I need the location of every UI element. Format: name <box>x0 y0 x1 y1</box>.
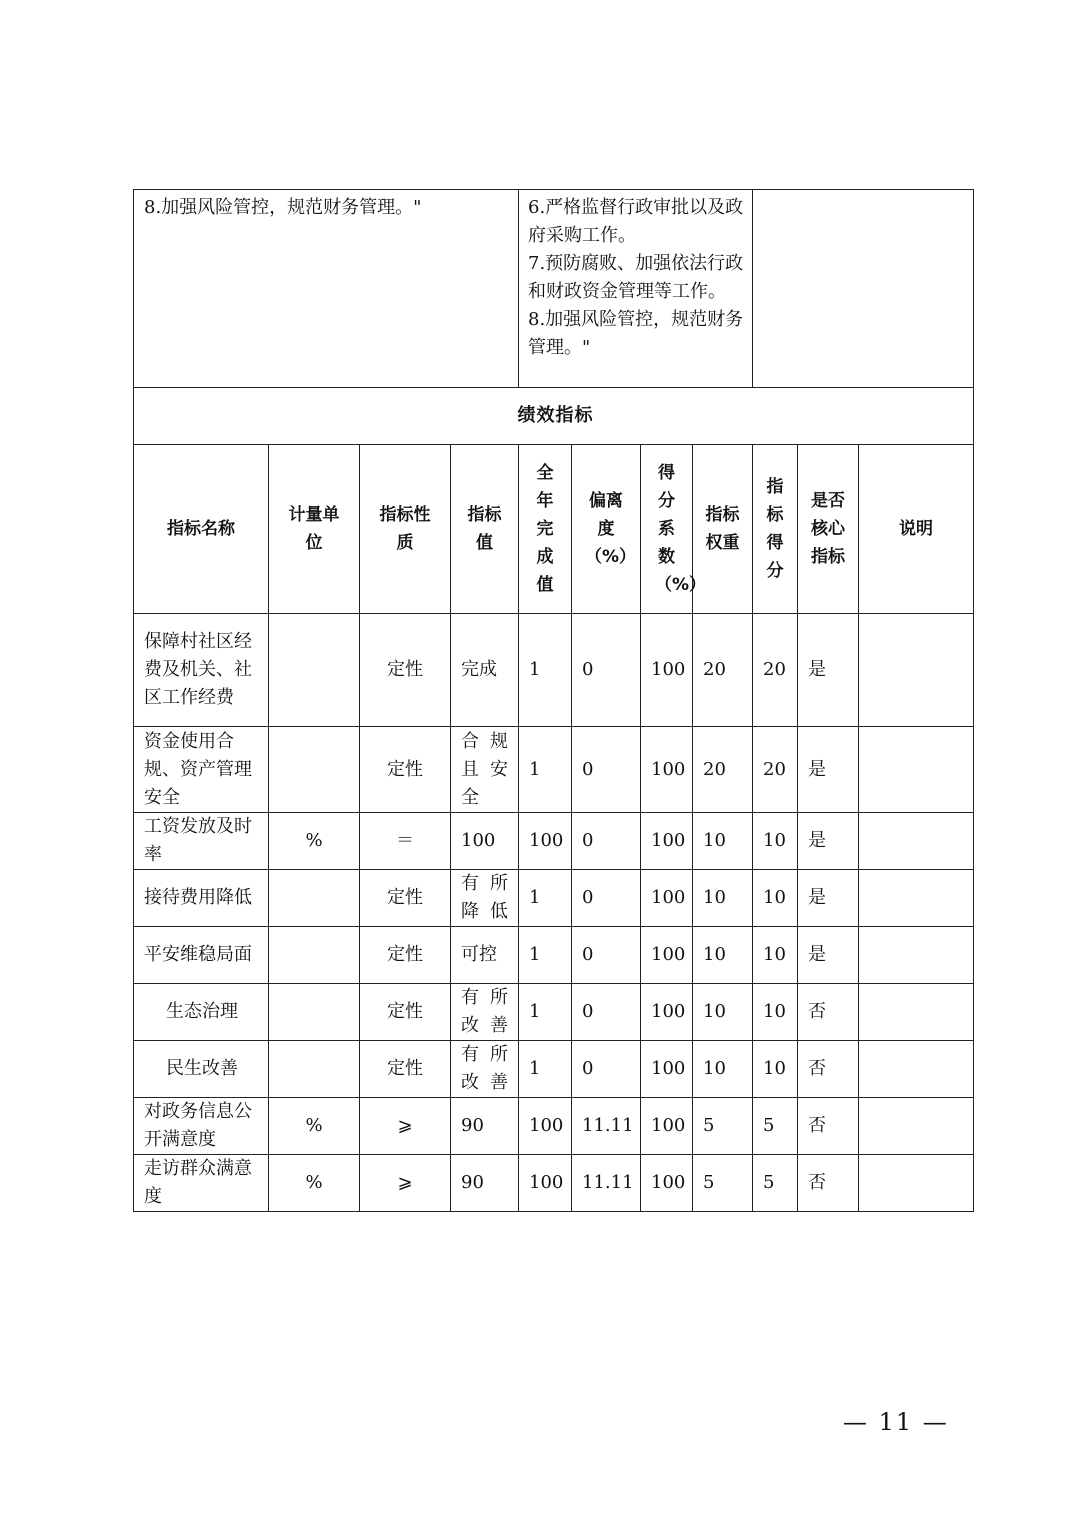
row-score: 10 <box>753 813 798 870</box>
row-deviation: 11.11 <box>572 1098 641 1155</box>
row-name: 工资发放及时率 <box>134 813 269 870</box>
row-weight: 20 <box>693 727 753 813</box>
row-score: 5 <box>753 1098 798 1155</box>
table-row <box>134 870 974 927</box>
row-weight: 20 <box>693 614 753 727</box>
middle-line-2: 7.预防腐败、加强依法行政和财政资金管理等工作。 <box>528 253 744 302</box>
row-name: 接待费用降低 <box>134 870 269 927</box>
row-core: 是 <box>798 927 859 984</box>
row-core: 是 <box>798 727 859 813</box>
row-score: 20 <box>753 727 798 813</box>
row-note <box>859 984 974 1041</box>
row-coefficient: 100 <box>641 614 693 727</box>
row-weight: 10 <box>693 984 753 1041</box>
header-value: 指标值 <box>451 445 519 614</box>
row-coefficient: 100 <box>641 927 693 984</box>
row-score: 10 <box>753 1041 798 1098</box>
header-note: 说明 <box>859 445 974 614</box>
row-weight: 10 <box>693 870 753 927</box>
row-value: 90 <box>451 1098 519 1155</box>
row-note <box>859 614 974 727</box>
row-value: 90 <box>451 1155 519 1212</box>
header-core: 是否核心指标 <box>798 445 859 614</box>
row-name: 保障村社区经费及机关、社区工作经费 <box>134 614 269 727</box>
row-unit <box>269 727 360 813</box>
row-annual: 1 <box>519 870 572 927</box>
row-name: 民生改善 <box>134 1041 269 1098</box>
header-score: 指标得分 <box>753 445 798 614</box>
row-name: 生态治理 <box>134 984 269 1041</box>
performance-title-row <box>134 388 974 445</box>
row-value: 合规且安全 <box>451 727 519 813</box>
row-unit <box>269 614 360 727</box>
header-annual: 全年完成值 <box>519 445 572 614</box>
row-unit <box>269 927 360 984</box>
table-row <box>134 813 974 870</box>
row-deviation: 0 <box>572 727 641 813</box>
row-annual: 1 <box>519 1041 572 1098</box>
header-name: 指标名称 <box>134 445 269 614</box>
middle-line-3: 8.加强风险管控，规范财务管理。" <box>528 309 744 358</box>
row-coefficient: 100 <box>641 984 693 1041</box>
row-value: 有所改善 <box>451 984 519 1041</box>
row-note <box>859 1098 974 1155</box>
row-deviation: 0 <box>572 984 641 1041</box>
top-middle-cell <box>519 190 753 388</box>
row-weight: 5 <box>693 1155 753 1212</box>
row-note <box>859 727 974 813</box>
row-annual: 100 <box>519 813 572 870</box>
row-note <box>859 927 974 984</box>
row-unit: % <box>269 1098 360 1155</box>
row-core: 是 <box>798 870 859 927</box>
top-section-table <box>133 189 974 388</box>
row-weight: 10 <box>693 813 753 870</box>
header-nature: 指标性质 <box>360 445 451 614</box>
table-row <box>134 927 974 984</box>
row-score: 20 <box>753 614 798 727</box>
row-annual: 100 <box>519 1098 572 1155</box>
row-name: 平安维稳局面 <box>134 927 269 984</box>
row-note <box>859 1041 974 1098</box>
row-value: 100 <box>451 813 519 870</box>
row-coefficient: 100 <box>641 870 693 927</box>
table-row <box>134 1041 974 1098</box>
row-note <box>859 1155 974 1212</box>
page-number: — 11 — <box>843 1408 949 1436</box>
row-nature: ＝ <box>360 813 451 870</box>
row-core: 是 <box>798 614 859 727</box>
row-core: 否 <box>798 1155 859 1212</box>
row-annual: 1 <box>519 984 572 1041</box>
row-value: 有所改善 <box>451 1041 519 1098</box>
row-annual: 100 <box>519 1155 572 1212</box>
row-value: 有所降低 <box>451 870 519 927</box>
row-coefficient: 100 <box>641 813 693 870</box>
row-deviation: 0 <box>572 1041 641 1098</box>
table-row <box>134 614 974 727</box>
row-weight: 10 <box>693 1041 753 1098</box>
row-nature: ⩾ <box>360 1155 451 1212</box>
row-unit: % <box>269 813 360 870</box>
row-deviation: 0 <box>572 813 641 870</box>
performance-table <box>133 387 974 1212</box>
row-annual: 1 <box>519 614 572 727</box>
row-nature: 定性 <box>360 870 451 927</box>
row-value: 可控 <box>451 927 519 984</box>
row-annual: 1 <box>519 927 572 984</box>
row-core: 否 <box>798 984 859 1041</box>
header-weight: 指标权重 <box>693 445 753 614</box>
row-core: 是 <box>798 813 859 870</box>
row-coefficient: 100 <box>641 727 693 813</box>
top-left-cell: 8.加强风险管控，规范财务管理。" <box>134 190 519 388</box>
row-score: 10 <box>753 984 798 1041</box>
table-row <box>134 727 974 813</box>
row-nature: ⩾ <box>360 1098 451 1155</box>
row-note <box>859 870 974 927</box>
header-unit: 计量单位 <box>269 445 360 614</box>
middle-line-1: 6.严格监督行政审批以及政府采购工作。 <box>528 197 744 246</box>
row-core: 否 <box>798 1098 859 1155</box>
table-row <box>134 984 974 1041</box>
performance-title: 绩效指标 <box>134 388 974 445</box>
row-deviation: 11.11 <box>572 1155 641 1212</box>
row-unit <box>269 984 360 1041</box>
row-nature: 定性 <box>360 984 451 1041</box>
row-unit <box>269 1041 360 1098</box>
row-value: 完成 <box>451 614 519 727</box>
row-name: 资金使用合规、资产管理安全 <box>134 727 269 813</box>
row-nature: 定性 <box>360 1041 451 1098</box>
header-deviation: 偏离度（%） <box>572 445 641 614</box>
row-nature: 定性 <box>360 727 451 813</box>
row-coefficient: 100 <box>641 1041 693 1098</box>
row-coefficient: 100 <box>641 1098 693 1155</box>
table-row <box>134 1098 974 1155</box>
header-coefficient: 得分系数（%） <box>641 445 693 614</box>
top-right-cell <box>753 190 974 388</box>
row-score: 5 <box>753 1155 798 1212</box>
row-weight: 5 <box>693 1098 753 1155</box>
row-nature: 定性 <box>360 927 451 984</box>
performance-header-row <box>134 445 974 614</box>
top-section-row <box>134 190 974 388</box>
row-name: 对政务信息公开满意度 <box>134 1098 269 1155</box>
row-deviation: 0 <box>572 927 641 984</box>
row-score: 10 <box>753 927 798 984</box>
row-coefficient: 100 <box>641 1155 693 1212</box>
row-note <box>859 813 974 870</box>
row-unit: % <box>269 1155 360 1212</box>
row-annual: 1 <box>519 727 572 813</box>
table-row <box>134 1155 974 1212</box>
row-deviation: 0 <box>572 870 641 927</box>
row-score: 10 <box>753 870 798 927</box>
row-unit <box>269 870 360 927</box>
row-name: 走访群众满意度 <box>134 1155 269 1212</box>
row-core: 否 <box>798 1041 859 1098</box>
row-weight: 10 <box>693 927 753 984</box>
row-nature: 定性 <box>360 614 451 727</box>
row-deviation: 0 <box>572 614 641 727</box>
